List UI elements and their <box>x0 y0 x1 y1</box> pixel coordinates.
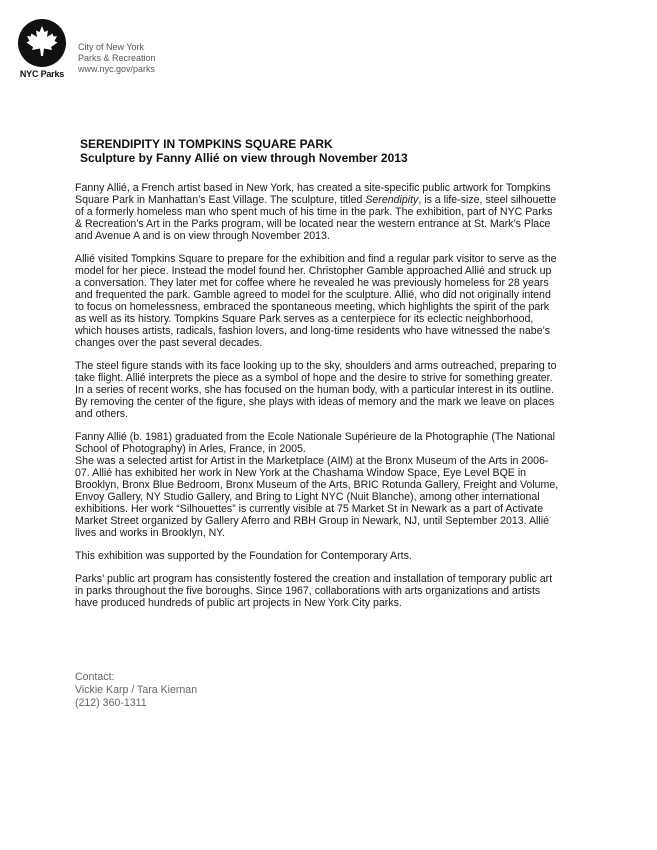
contact-phone: (212) 360-1311 <box>75 697 147 709</box>
nyc-parks-logo <box>14 18 70 79</box>
agency-name: City of New York <box>78 42 145 52</box>
paragraph-figure: The steel figure stands with its face looking up to the sky, shoulders and arms outreached, preparing to take flight. Allié interprets the piece as a symbol of hope and the desire to strive for something greater. In a series of recent works, she has focused on the human body, with a particular interest in its outline. By removing the center of the figure, she plays with ideas of memory and the mark we leave on places and others. <box>75 360 557 420</box>
logo-text: NYC Parks <box>19 69 65 79</box>
paragraph-bio: Fanny Allié (b. 1981) graduated from the Ecole Nationale Supérieure de la Photographie (The National School of Photography) in Arles, France, in 2005. <box>75 431 555 455</box>
contact-label: Contact: <box>75 671 115 683</box>
paragraph-model: Allié visited Tompkins Square to prepare for the exhibition and find a regular park visitor to serve as the model for her piece. Instead the model found her. Christopher Gamble approached Allié and struck up a conversation. They later met for coffee where he revealed he was previously homeless for 28 years and frequented the park. Gamble agreed to model for the sculpture. Allié, who did not originally intend to focus on homelessness, embraced the spontaneous meeting, which highlights the spirit of the park as well as its history. Tompkins Square Park serves as a centerpiece for its eclectic neighborhood, which houses artists, radicals, fashion lovers, and long-time residents who have witnessed the nabe’s changes over the past several decades. <box>75 253 557 349</box>
paragraph-exhibitions: She was a selected artist for Artist in the Marketplace (AIM) at the Bronx Museum of the Arts in 2006- 07. Allié has exhibited her work in New York at the Chashama Window Space, Eye Level BQE in Brooklyn, Bronx Blue Bedroom, Bronx Museum of the Arts, BRIC Rotunda Gallery, Freight and Volume, Envoy Gallery, NY Studio Gallery, and Bring to Light NYC (Nuit Blanche), among other international exhibitions. Her work “Silhouettes” is currently visible at 75 Market St in Newark as a part of Activate Market Street organized by Gallery Aferro and RBH Group in Newark, NJ, until September 2013. Allié lives and works in Brooklyn, NY. <box>75 455 559 539</box>
headline <box>80 137 600 165</box>
press-release-body <box>75 182 573 620</box>
intro-text-start: Fanny Allié, a French artist based in New York, has created a site-specific public artwork for Tompkins Square Park in Manhattan’s East Village. The sculpture, titled <box>75 182 551 206</box>
paragraph-support: This exhibition was supported by the Foundation for Contemporary Arts. <box>75 550 412 562</box>
page-title: SERENDIPITY IN TOMPKINS SQUARE PARK <box>80 137 333 151</box>
agency-info <box>78 42 156 75</box>
intro-text-end: , is a life-size, steel silhouette of a formerly homeless man who spent much of his time in the park. The exhibition, part of NYC Parks & Recreation’s Art in the Parks program, will be located near the western entrance at St. Mark’s Place and Avenue A and is on view through November 2013. <box>75 194 557 242</box>
contact-block <box>75 671 197 710</box>
paragraph-program: Parks’ public art program has consistently fostered the creation and installation of temporary public art in parks throughout the five boroughs. Since 1967, collaborations with arts organizations and artists have produced hundreds of public art projects in New York City parks. <box>75 573 553 609</box>
artwork-title: Serendipity <box>365 194 419 206</box>
page-subtitle: Sculpture by Fanny Allié on view through November 2013 <box>80 151 408 165</box>
agency-department: Parks & Recreation <box>78 53 156 63</box>
agency-url: www.nyc.gov/parks <box>78 64 156 74</box>
paragraph-intro <box>75 182 573 242</box>
maple-leaf-icon <box>17 18 67 68</box>
contact-names: Vickie Karp / Tara Kiernan <box>75 684 198 696</box>
